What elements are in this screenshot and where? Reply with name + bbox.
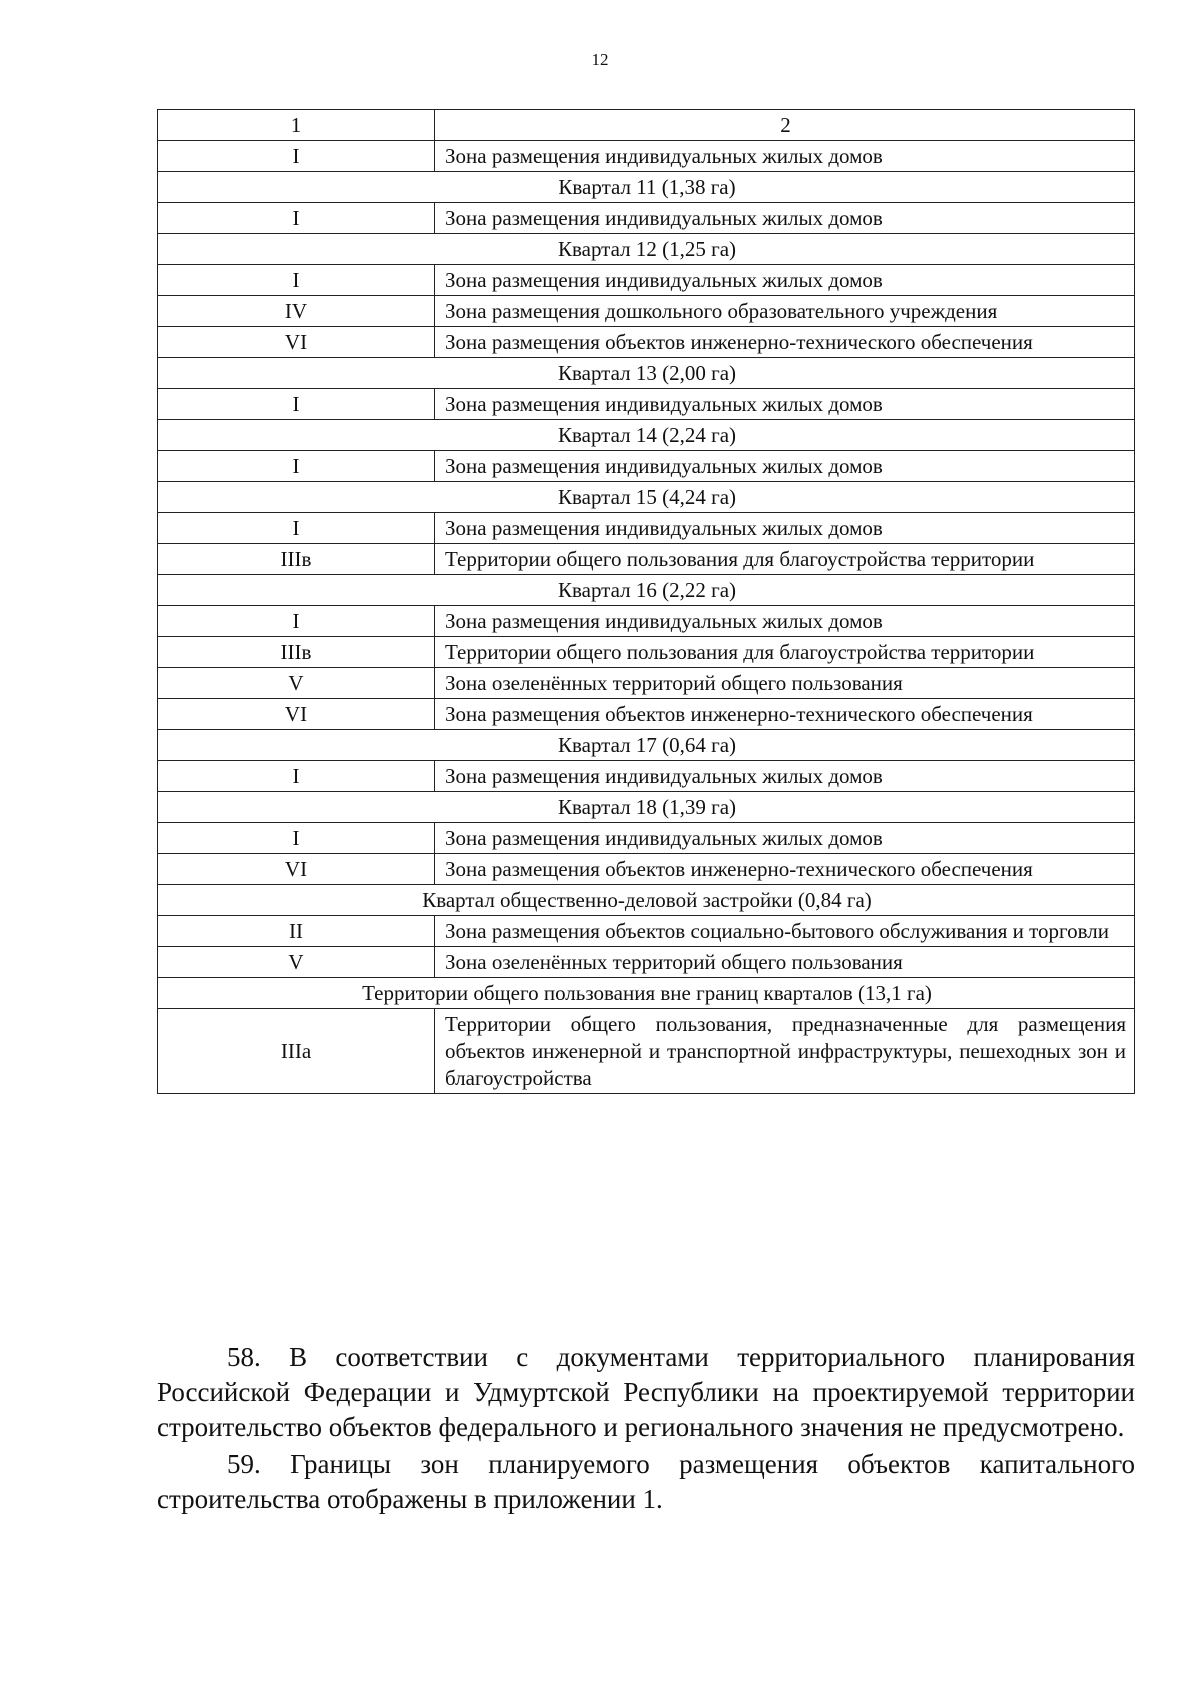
table-header-row — [158, 110, 1135, 141]
table-row — [158, 761, 1135, 792]
zone-code: IIIв — [158, 544, 435, 575]
zone-code: I — [158, 203, 435, 234]
zone-description: Зона размещения индивидуальных жилых домов — [435, 389, 1135, 420]
zones-table-body — [158, 110, 1135, 1094]
table-row — [158, 544, 1135, 575]
zone-code: IV — [158, 296, 435, 327]
table-section-row — [158, 172, 1135, 203]
zone-description: Зона размещения дошкольного образовательного учреждения — [435, 296, 1135, 327]
table-row — [158, 203, 1135, 234]
zone-code: I — [158, 761, 435, 792]
zone-code: I — [158, 513, 435, 544]
zone-description: Территории общего пользования для благоустройства территории — [435, 544, 1135, 575]
zone-description: Зона размещения объектов инженерно-технического обеспечения — [435, 854, 1135, 885]
table-row — [158, 141, 1135, 172]
zone-code: V — [158, 947, 435, 978]
table-section-row — [158, 358, 1135, 389]
table-row — [158, 1009, 1135, 1094]
table-section-row — [158, 420, 1135, 451]
table-row — [158, 699, 1135, 730]
table-row — [158, 327, 1135, 358]
table-row — [158, 637, 1135, 668]
zone-description: Зона размещения индивидуальных жилых домов — [435, 265, 1135, 296]
table-row — [158, 916, 1135, 947]
table-section-row — [158, 978, 1135, 1009]
table-row — [158, 854, 1135, 885]
table-row — [158, 451, 1135, 482]
zone-code: I — [158, 141, 435, 172]
table-row — [158, 389, 1135, 420]
table-section-row — [158, 885, 1135, 916]
zone-code: I — [158, 606, 435, 637]
column-number-2: 2 — [435, 110, 1135, 141]
zone-code: II — [158, 916, 435, 947]
section-title: Квартал 11 (1,38 га) — [158, 172, 1135, 203]
zone-description: Зона размещения объектов инженерно-технического обеспечения — [435, 327, 1135, 358]
section-title: Квартал 15 (4,24 га) — [158, 482, 1135, 513]
section-title: Квартал 18 (1,39 га) — [158, 792, 1135, 823]
zone-code: VI — [158, 327, 435, 358]
zone-description: Зона размещения объектов социально-бытового обслуживания и торговли — [435, 916, 1135, 947]
zone-description: Зона размещения объектов инженерно-технического обеспечения — [435, 699, 1135, 730]
table-section-row — [158, 234, 1135, 265]
zone-code: IIIв — [158, 637, 435, 668]
zone-description: Территории общего пользования, предназначенные для размещения объектов инженерной и транспортной инфраструктуры, пешеходных зон и благоустройства — [435, 1009, 1135, 1094]
zone-description: Зона размещения индивидуальных жилых домов — [435, 513, 1135, 544]
table-row — [158, 296, 1135, 327]
table-section-row — [158, 482, 1135, 513]
section-title: Территории общего пользования вне границ кварталов (13,1 га) — [158, 978, 1135, 1009]
zone-description: Зона размещения индивидуальных жилых домов — [435, 761, 1135, 792]
table-section-row — [158, 792, 1135, 823]
zone-code: I — [158, 823, 435, 854]
zone-description: Территории общего пользования для благоустройства территории — [435, 637, 1135, 668]
paragraph-text: 58. В соответствии с документами территориального планирования Российской Федерации и Удмуртской Республики на проектируемой территории строительство объектов федерального и регионального значения не предусмотрено. — [157, 1342, 1135, 1442]
table-section-row — [158, 575, 1135, 606]
section-title: Квартал 16 (2,22 га) — [158, 575, 1135, 606]
zone-description: Зона размещения индивидуальных жилых домов — [435, 141, 1135, 172]
zone-description: Зона размещения индивидуальных жилых домов — [435, 606, 1135, 637]
section-title: Квартал 17 (0,64 га) — [158, 730, 1135, 761]
section-title: Квартал 14 (2,24 га) — [158, 420, 1135, 451]
column-number-1: 1 — [158, 110, 435, 141]
zone-description: Зона озеленённых территорий общего пользования — [435, 947, 1135, 978]
paragraph-text: 59. Границы зон планируемого размещения объектов капитального строительства отображены в приложении 1. — [157, 1449, 1135, 1514]
zone-code: I — [158, 389, 435, 420]
table-row — [158, 513, 1135, 544]
section-title: Квартал 12 (1,25 га) — [158, 234, 1135, 265]
zone-code: IIIа — [158, 1009, 435, 1094]
table-row — [158, 668, 1135, 699]
zone-description: Зона размещения индивидуальных жилых домов — [435, 451, 1135, 482]
zone-code: VI — [158, 854, 435, 885]
paragraph-59 — [157, 1447, 1135, 1517]
zone-code: I — [158, 265, 435, 296]
table-row — [158, 265, 1135, 296]
page-number: 12 — [591, 50, 609, 69]
paragraph-58 — [157, 1340, 1135, 1445]
table-section-row — [158, 730, 1135, 761]
zone-description: Зона размещения индивидуальных жилых домов — [435, 823, 1135, 854]
zone-code: VI — [158, 699, 435, 730]
zone-code: V — [158, 668, 435, 699]
zone-description: Зона размещения индивидуальных жилых домов — [435, 203, 1135, 234]
table-row — [158, 823, 1135, 854]
zones-table — [157, 109, 1135, 1094]
table-row — [158, 606, 1135, 637]
section-title: Квартал 13 (2,00 га) — [158, 358, 1135, 389]
zone-description: Зона озеленённых территорий общего пользования — [435, 668, 1135, 699]
table-row — [158, 947, 1135, 978]
section-title: Квартал общественно-деловой застройки (0,84 га) — [158, 885, 1135, 916]
zone-code: I — [158, 451, 435, 482]
